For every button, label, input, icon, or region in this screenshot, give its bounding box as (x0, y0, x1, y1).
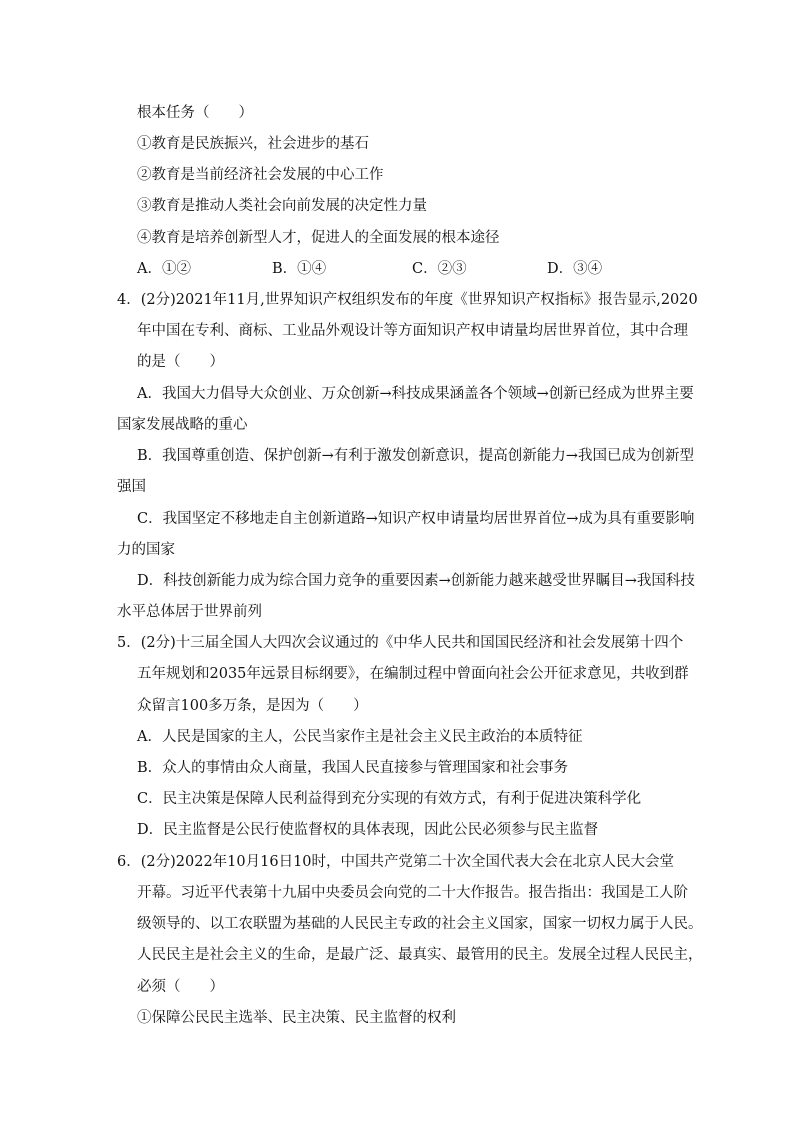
q3-statement-1: ①教育是民族振兴，社会进步的基石 (137, 136, 369, 152)
q4-option-c-cont: 力的国家 (117, 542, 175, 558)
q6-stem-line-2: 开幕。习近平代表第十九届中央委员会向党的二十大作报告。报告指出：我国是工人阶 (137, 885, 688, 901)
q3-statement-2: ②教育是当前经济社会发展的中心工作 (137, 167, 384, 183)
q6-statement-1: ①保障公民民主选举、民主决策、民主监督的权利 (137, 1010, 456, 1026)
q4-option-d: D．科技创新能力成为综合国力竞争的重要因素→创新能力越来越受世界瞩目→我国科技 (137, 573, 695, 589)
q4-option-d-cont: 水平总体居于世界前列 (117, 604, 262, 620)
q6-stem-line-5: 必须（ ） (137, 979, 224, 995)
q4-option-b-cont: 强国 (117, 479, 146, 495)
q4-option-a-cont: 国家发展战略的重心 (117, 417, 248, 433)
q3-statement-3: ③教育是推动人类社会向前发展的决定性力量 (137, 198, 427, 214)
q4-option-b: B．我国尊重创造、保护创新→有利于激发创新意识，提高创新能力→我国已成为创新型 (137, 448, 694, 464)
q5-stem-line-1: 5．(2分)十三届全国人大四次会议通过的《中华人民共和国国民经济和社会发展第十四个 (117, 635, 684, 651)
q3-option-b: B．①④ (272, 261, 327, 277)
q4-stem-line-1: 4．(2分)2021年11月,世界知识产权组织发布的年度《世界知识产权指标》报告显示,2020 (117, 292, 698, 308)
q5-stem-line-3: 众留言100多万条，是因为（ ） (137, 698, 368, 714)
q6-stem-line-1: 6．(2分)2022年10月16日10时，中国共产党第二十次全国代表大会在北京人民大会堂 (117, 854, 675, 870)
q3-option-a: A．①② (137, 261, 191, 277)
q5-stem-line-2: 五年规划和2035年远景目标纲要》，在编制过程中曾面向社会公开征求意见，共收到群 (137, 666, 689, 682)
q4-option-a: A．我国大力倡导大众创业、万众创新→科技成果涵盖各个领域→创新已经成为世界主要 (137, 386, 694, 402)
q5-option-a: A．人民是国家的主人，公民当家作主是社会主义民主政治的本质特征 (137, 729, 583, 745)
q5-option-b: B．众人的事情由众人商量，我国人民直接参与管理国家和社会事务 (137, 760, 569, 776)
q5-option-d: D．民主监督是公民行使监督权的具体表现，因此公民必须参与民主监督 (137, 822, 599, 838)
q3-option-c: C．②③ (412, 261, 467, 277)
q3-statement-4: ④教育是培养创新型人才，促进人的全面发展的根本途径 (137, 230, 500, 246)
q3-option-d: D．③④ (547, 261, 603, 277)
q4-option-c: C．我国坚定不移地走自主创新道路→知识产权申请量均居世界首位→成为具有重要影响 (137, 511, 695, 527)
q4-stem-line-3: 的是（ ） (137, 354, 224, 370)
q6-stem-line-4: 人民民主是社会主义的生命，是最广泛、最真实、最管用的民主。发展全过程人民民主， (137, 947, 703, 963)
q4-stem-line-2: 年中国在专利、商标、工业品外观设计等方面知识产权申请量均居世界首位，其中合理 (137, 323, 688, 339)
q5-option-c: C．民主决策是保障人民利益得到充分实现的有效方式，有利于促进决策科学化 (137, 791, 642, 807)
q6-stem-line-3: 级领导的、以工农联盟为基础的人民民主专政的社会主义国家，国家一切权力属于人民。 (137, 916, 703, 932)
q3-stem-tail: 根本任务（ ） (137, 105, 253, 121)
